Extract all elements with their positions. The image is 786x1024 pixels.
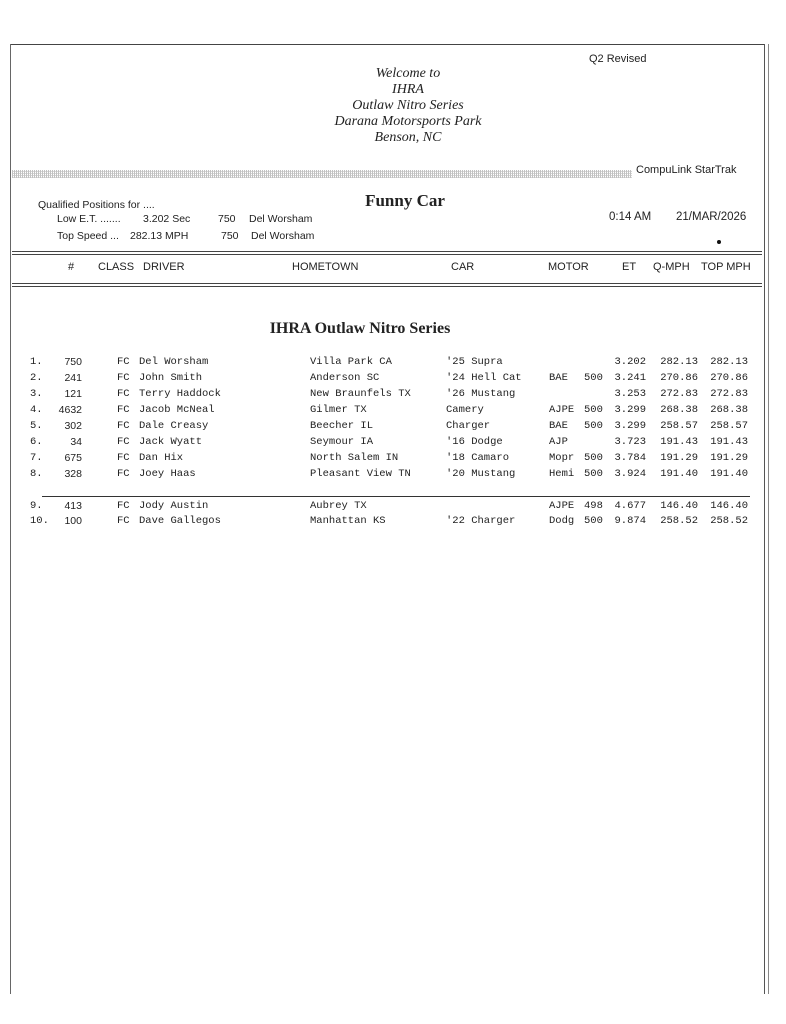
row-motor: AJPE: [549, 500, 575, 512]
table-row: [0, 436, 786, 451]
row-position: 2.: [30, 372, 43, 384]
col-header-class: CLASS: [98, 261, 135, 273]
header-rule-top: [12, 251, 762, 252]
row-hometown: Gilmer TX: [310, 404, 367, 416]
row-et: 3.299: [614, 420, 646, 432]
row-driver: Dale Creasy: [139, 420, 209, 432]
row-qmph: 191.29: [660, 452, 698, 464]
row-top-mph: 272.83: [710, 388, 748, 400]
row-displacement: 500: [584, 372, 603, 384]
low-et-car: 750: [218, 213, 236, 225]
table-row: [0, 388, 786, 403]
row-car: Charger: [446, 420, 491, 432]
low-et-driver: Del Worsham: [249, 213, 313, 225]
row-car: '25 Supra: [446, 356, 503, 368]
row-driver: Del Worsham: [139, 356, 209, 368]
section-title: IHRA Outlaw Nitro Series: [269, 320, 451, 337]
table-row: [0, 515, 786, 530]
row-top-mph: 146.40: [710, 500, 748, 512]
dotted-separator: [12, 170, 632, 178]
row-motor: BAE: [549, 420, 568, 432]
table-row: [0, 372, 786, 387]
row-hometown: North Salem IN: [310, 452, 399, 464]
row-hometown: New Braunfels TX: [310, 388, 411, 400]
row-et: 4.677: [614, 500, 646, 512]
col-header-qmph: Q-MPH: [653, 261, 690, 273]
row-class: FC: [117, 388, 130, 400]
row-class: FC: [117, 468, 130, 480]
row-motor: Mopr: [549, 452, 575, 464]
top-speed-driver: Del Worsham: [251, 230, 315, 242]
row-class: FC: [117, 404, 130, 416]
header-rule-bottom-double: [12, 286, 762, 287]
row-hometown: Villa Park CA: [310, 356, 392, 368]
row-qmph: 270.86: [660, 372, 698, 384]
row-car: '20 Mustang: [446, 468, 516, 480]
row-top-mph: 270.86: [710, 372, 748, 384]
row-driver: Jack Wyatt: [139, 436, 203, 448]
row-qmph: 282.13: [660, 356, 698, 368]
row-driver: Jody Austin: [139, 500, 209, 512]
row-car: Camery: [446, 404, 484, 416]
header-rule-bottom: [12, 283, 762, 284]
row-driver: Dave Gallegos: [139, 515, 221, 527]
col-header-driver: DRIVER: [143, 261, 185, 273]
table-row: [0, 500, 786, 515]
row-top-mph: 191.29: [710, 452, 748, 464]
timing-system-label: CompuLink StarTrak: [636, 164, 737, 176]
row-et: 9.874: [614, 515, 646, 527]
table-row: [0, 452, 786, 467]
row-qmph: 146.40: [660, 500, 698, 512]
row-displacement: 500: [584, 452, 603, 464]
event-title: Funny Car: [365, 191, 445, 210]
row-motor: BAE: [549, 372, 568, 384]
welcome-line: IHRA: [392, 82, 424, 97]
col-header-et: ET: [622, 261, 637, 273]
welcome-line: Darana Motorsports Park: [334, 114, 482, 129]
row-car-number: 4632: [58, 404, 82, 416]
print-time: 0:14 AM: [609, 211, 652, 223]
qualifying-cut-line: [42, 496, 750, 497]
row-car: '16 Dodge: [446, 436, 503, 448]
row-class: FC: [117, 515, 130, 527]
row-et: 3.253: [614, 388, 646, 400]
row-class: FC: [117, 420, 130, 432]
row-driver: Jacob McNeal: [139, 404, 215, 416]
row-car-number: 241: [64, 372, 82, 384]
row-qmph: 268.38: [660, 404, 698, 416]
col-header-num: #: [68, 261, 75, 273]
row-car-number: 100: [64, 515, 82, 527]
row-qmph: 258.57: [660, 420, 698, 432]
row-car-number: 675: [64, 452, 82, 464]
welcome-line: Benson, NC: [374, 130, 442, 145]
row-car: '22 Charger: [446, 515, 516, 527]
welcome-block: [300, 66, 516, 146]
row-hometown: Beecher IL: [310, 420, 374, 432]
row-car-number: 302: [64, 420, 82, 432]
qualified-positions-label: Qualified Positions for ....: [38, 199, 155, 211]
row-top-mph: 258.57: [710, 420, 748, 432]
row-car-number: 750: [64, 356, 82, 368]
row-driver: Dan Hix: [139, 452, 184, 464]
row-car-number: 34: [70, 436, 82, 448]
row-motor: Dodg: [549, 515, 575, 527]
top-speed-value: 282.13 MPH: [130, 230, 189, 242]
sheet-border-top: [10, 44, 764, 45]
ink-dot: [717, 240, 721, 244]
row-car: '24 Hell Cat: [446, 372, 522, 384]
row-class: FC: [117, 452, 130, 464]
row-position: 3.: [30, 388, 43, 400]
row-car: '18 Camaro: [446, 452, 510, 464]
row-driver: John Smith: [139, 372, 203, 384]
row-car-number: 328: [64, 468, 82, 480]
row-et: 3.723: [614, 436, 646, 448]
print-date: 21/MAR/2026: [676, 211, 747, 223]
row-position: 9.: [30, 500, 43, 512]
col-header-hometown: HOMETOWN: [292, 261, 359, 273]
row-class: FC: [117, 356, 130, 368]
row-top-mph: 268.38: [710, 404, 748, 416]
row-top-mph: 258.52: [710, 515, 748, 527]
low-et-value: 3.202 Sec: [143, 213, 191, 225]
row-class: FC: [117, 372, 130, 384]
row-car: '26 Mustang: [446, 388, 516, 400]
col-header-car: CAR: [451, 261, 475, 273]
col-header-motor: MOTOR: [548, 261, 589, 273]
row-motor: AJPE: [549, 404, 575, 416]
row-hometown: Pleasant View TN: [310, 468, 411, 480]
row-qmph: 258.52: [660, 515, 698, 527]
row-et: 3.924: [614, 468, 646, 480]
row-displacement: 500: [584, 404, 603, 416]
row-position: 8.: [30, 468, 43, 480]
table-row: [0, 356, 786, 371]
row-position: 7.: [30, 452, 43, 464]
row-top-mph: 191.40: [710, 468, 748, 480]
row-et: 3.299: [614, 404, 646, 416]
row-motor: Hemi: [549, 468, 575, 480]
row-displacement: 498: [584, 500, 603, 512]
low-et-label: Low E.T. .......: [57, 213, 121, 225]
row-position: 1.: [30, 356, 43, 368]
row-driver: Terry Haddock: [139, 388, 221, 400]
row-car-number: 413: [64, 500, 82, 512]
header-rule-top-double: [12, 254, 762, 255]
revision-label: Q2 Revised: [589, 53, 647, 65]
welcome-line: Outlaw Nitro Series: [352, 98, 464, 113]
row-hometown: Manhattan KS: [310, 515, 386, 527]
top-speed-car: 750: [221, 230, 239, 242]
row-class: FC: [117, 436, 130, 448]
table-row: [0, 420, 786, 435]
row-position: 5.: [30, 420, 43, 432]
row-et: 3.202: [614, 356, 646, 368]
top-speed-label: Top Speed ...: [57, 230, 119, 242]
table-row: [0, 468, 786, 483]
row-class: FC: [117, 500, 130, 512]
row-car-number: 121: [64, 388, 82, 400]
welcome-line: Welcome to: [375, 66, 441, 81]
row-top-mph: 282.13: [710, 356, 748, 368]
row-driver: Joey Haas: [139, 468, 196, 480]
table-row: [0, 404, 786, 419]
row-displacement: 500: [584, 420, 603, 432]
col-header-topmph: TOP MPH: [701, 261, 751, 273]
row-qmph: 191.43: [660, 436, 698, 448]
row-qmph: 191.40: [660, 468, 698, 480]
row-top-mph: 191.43: [710, 436, 748, 448]
row-et: 3.784: [614, 452, 646, 464]
row-hometown: Anderson SC: [310, 372, 380, 384]
row-motor: AJP: [549, 436, 568, 448]
row-qmph: 272.83: [660, 388, 698, 400]
row-et: 3.241: [614, 372, 646, 384]
row-position: 6.: [30, 436, 43, 448]
row-hometown: Seymour IA: [310, 436, 374, 448]
row-hometown: Aubrey TX: [310, 500, 367, 512]
row-position: 10.: [30, 515, 49, 527]
row-displacement: 500: [584, 468, 603, 480]
row-displacement: 500: [584, 515, 603, 527]
row-position: 4.: [30, 404, 43, 416]
